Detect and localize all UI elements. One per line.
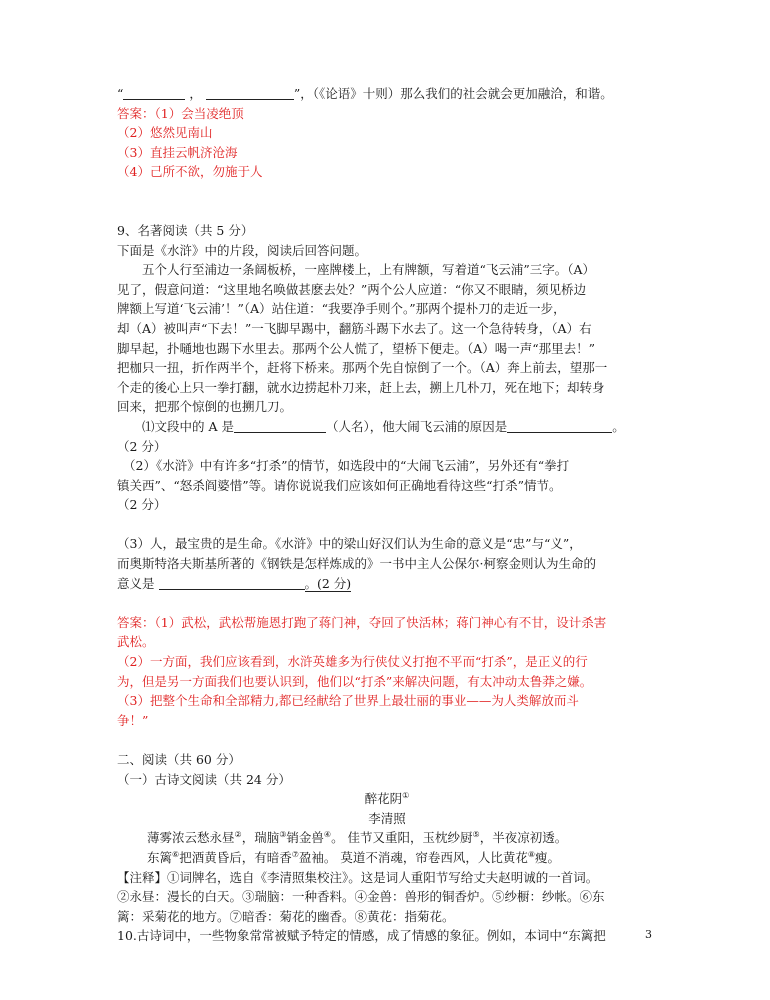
comma: ，	[189, 86, 202, 101]
open-quote: “	[117, 86, 124, 101]
passage-line: 回来，把那个惊倒的也搠几刀。	[117, 399, 293, 415]
answer-item: （2）悠然见南山	[117, 125, 213, 141]
answer-line: 答案：（1）武松，武松帮施恩打跑了蒋门神，夺回了快活林；蒋门神心有不甘，设计杀害	[117, 614, 607, 630]
poet-name: 李清照	[368, 810, 406, 826]
answer-line: 为，但是另一方面我们也要认识到，他们以“打杀”来解决问题，有太冲动太鲁莽之嫌。	[117, 673, 593, 689]
passage-line: 脚早起，扑嗵地也踢下水里去。那两个公人慌了，望桥下便走。（A）喝一声“那里去！”	[117, 340, 596, 356]
passage-line: 却（A）被叫声“下去！”一飞脚早踢中，翻筋斗踢下水去了。这一个急待转身，（A）右	[117, 320, 592, 336]
answer-item: （3）直挂云帆济沧海	[117, 144, 238, 160]
blank-field	[123, 86, 185, 100]
fill-in-suffix: （《论语》十则）那么我们的社会就会更加融洽，和谐。	[312, 86, 613, 101]
blank-field	[234, 419, 326, 433]
question-10: 10.古诗词中，一些物象常常被赋予特定的情感，成了情感的象征。例如，本词中“东篱把	[117, 928, 606, 944]
close-quote: ”，	[293, 86, 313, 101]
sub-question-2: （2）《水浒》中有许多“打杀”的情节，如选段中的“大闹飞云浦”，另外还有“拳打	[123, 458, 570, 474]
question-heading: 9、名著阅读（共 5 分）	[117, 222, 254, 238]
sub-question-3-cont: 而奥斯特洛夫斯基所著的《钢铁是怎样炼成的》一书中主人公保尔·柯察金则认为生命的	[117, 556, 596, 572]
answer-item: （4）己所不欲，勿施于人	[117, 164, 263, 180]
notes-line: ②永昼：漫长的白天。③瑞脑：一种香料。④金兽：兽形的铜香炉。⑤纱橱：纱帐。⑥东	[117, 889, 605, 905]
blank-field	[159, 576, 305, 590]
poem-title: 醉花阴①	[364, 791, 410, 807]
subsection-heading: （一）古诗文阅读（共 24 分）	[117, 771, 291, 787]
passage-line: 见了，假意问道：“这里地名唤做甚麽去处？”两个公人应道：“你又不眼睛，须见桥边	[117, 281, 587, 297]
poem-line: 东篱⑥把酒黄昏后，有暗香⑦盈袖。 莫道不消魂，帘卷西风，人比黄花⑧瘦。	[147, 849, 561, 865]
passage-line: 把枷只一扭，折作两半个，赶将下桥来。那两个先自惊倒了一个。（A）奔上前去，望那一	[117, 360, 608, 376]
answer-item: （1）会当凌绝顶	[154, 105, 244, 121]
answer-block-1	[117, 104, 657, 182]
score-note: （2 分）	[117, 497, 167, 513]
score-note: （2 分）	[117, 438, 167, 454]
notes-line: 【注释】①词牌名，选自《李清照集校注》。这是词人重阳节写给丈夫赵明诚的一首词。	[117, 869, 599, 885]
page-number: 3	[645, 928, 652, 941]
passage-line: 个走的後心上只一拳打翻，就水边捞起朴刀来，赶上去，搠上几朴刀，死在地下；却转身	[117, 379, 605, 395]
sub-question-2-cont: 镇关西”、“怒杀阎婆惜”等。请你说说我们应该如何正确地看待这些“打杀”情节。	[117, 477, 562, 493]
passage-line: 五个人行至浦边一条阔板桥，一座牌楼上，上有牌额，写着道“飞云浦”三字。（A）	[142, 262, 596, 278]
poem-line: 薄雾浓云愁永昼②，瑞脑③销金兽④。 佳节又重阳，玉枕纱厨⑤，半夜凉初透。	[147, 830, 568, 846]
blank-field	[507, 419, 612, 433]
answer-block-2	[117, 613, 657, 731]
passage	[117, 260, 657, 417]
blank-field	[206, 86, 294, 100]
sub-question-1: ⑴文段中的 A 是 （人名），他大闹飞云浦的原因是 。	[142, 418, 625, 434]
answer-line: （3）把整个生命和全部精力,都已经献给了世界上最壮丽的事业——为人类解放而斗	[117, 693, 579, 709]
notes-line: 篱：采菊花的地方。⑦暗香：菊花的幽香。⑧黄花：指菊花。	[117, 908, 455, 924]
sub-question-3: （3）人，最宝贵的是生命。《水浒》中的梁山好汉们认为生命的意义是“忠”与“义”，	[117, 536, 582, 552]
answer-label: 答案：	[117, 105, 155, 121]
passage-line: 牌额上写道‘飞云浦’！”（A）站住道：“我要净手则个。”那两个提朴刀的走近一步，	[117, 301, 566, 317]
section-heading: 二、阅读（共 60 分）	[117, 752, 241, 767]
question-intro: 下面是《水浒》中的片段，阅读后回答问题。	[117, 242, 368, 258]
fill-in-line	[117, 84, 657, 104]
answer-line: （2）一方面，我们应该看到，水浒英雄多为行侠仗义打抱不平而“打杀”，是正义的行	[117, 654, 588, 670]
page-content	[117, 84, 657, 946]
sub-question-3-blank-line: 意义是 。(2 分)	[117, 575, 352, 591]
answer-line: 争！”	[117, 712, 149, 728]
answer-line: 武松。	[117, 634, 155, 650]
